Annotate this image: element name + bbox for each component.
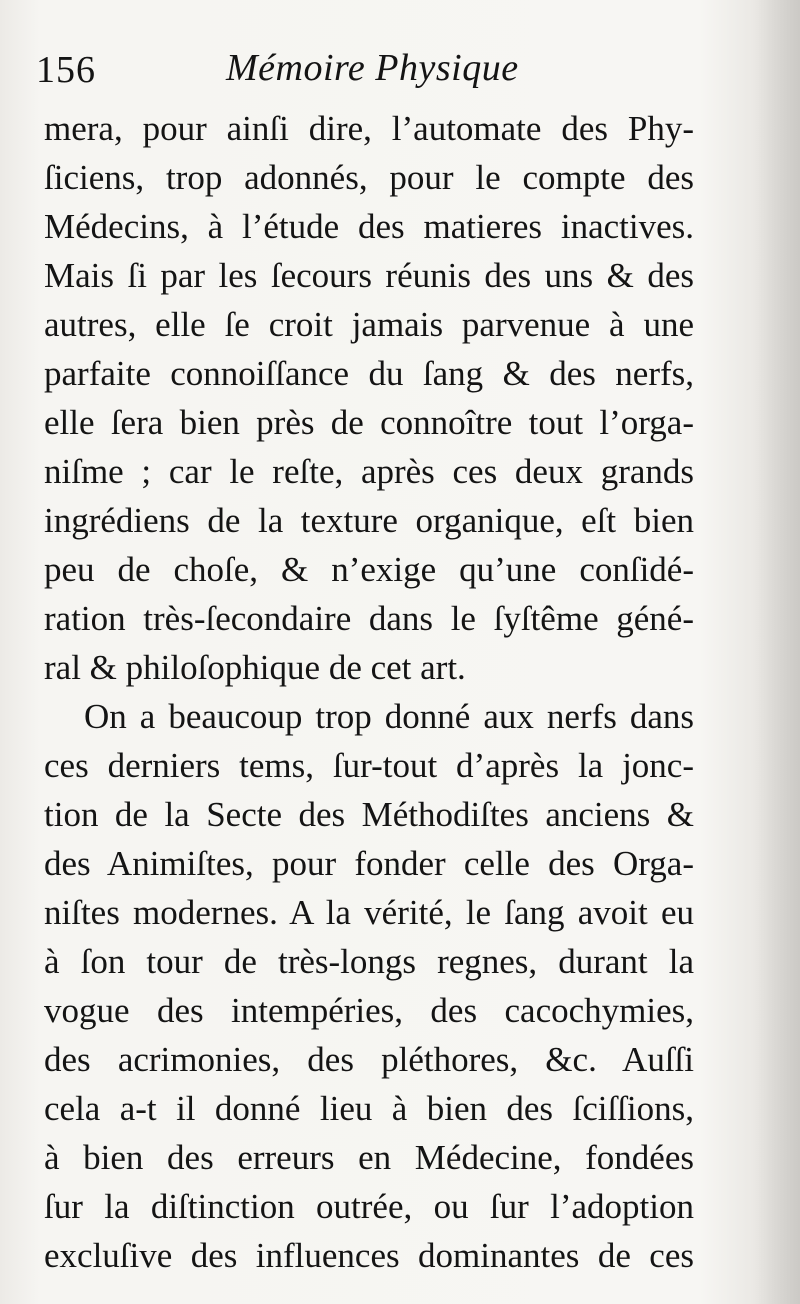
text-line: peu de choſe, & n’exige qu’une conſidé-: [44, 550, 694, 589]
text-line: Médecins, à l’étude des matieres inactives.: [44, 207, 694, 246]
text-line: niſtes modernes. A la vérité, le ſang avoit eu: [44, 893, 694, 932]
text-line: à bien des erreurs en Médecine, fondées: [44, 1138, 694, 1177]
page-header: [36, 42, 736, 102]
text-line: ſiciens, trop adonnés, pour le compte des: [44, 158, 694, 197]
text-line-paragraph-start: On a beaucoup trop donné aux nerfs dans: [84, 697, 694, 736]
text-line: Mais ſi par les ſecours réunis des uns & des: [44, 256, 694, 295]
text-line: des Animiſtes, pour fonder celle des Orga-: [44, 844, 694, 883]
text-line-paragraph-end: ral & philoſophique de cet art.: [44, 648, 466, 687]
text-line: niſme ; car le reſte, après ces deux grands: [44, 452, 694, 491]
text-line: ration très-ſecondaire dans le ſyſtême géné-: [44, 599, 694, 638]
text-line: tion de la Secte des Méthodiſtes anciens &: [44, 795, 694, 834]
page-edge-shadow: [754, 0, 800, 1304]
text-line: à ſon tour de très-longs regnes, durant la: [44, 942, 694, 981]
text-line: des acrimonies, des pléthores, &c. Auſſi: [44, 1040, 694, 1079]
text-line: ces derniers tems, ſur-tout d’après la jonc-: [44, 746, 694, 785]
text-line: excluſive des influences dominantes de ces: [44, 1236, 694, 1275]
text-line: ſur la diſtinction outrée, ou ſur l’adoption: [44, 1187, 694, 1226]
text-line: mera, pour ainſi dire, l’automate des Phy-: [44, 109, 694, 148]
text-line: parfaite connoiſſance du ſang & des nerfs,: [44, 354, 694, 393]
text-line: ingrédiens de la texture organique, eſt bien: [44, 501, 694, 540]
text-line: vogue des intempéries, des cacochymies,: [44, 991, 694, 1030]
page-number: 156: [36, 49, 96, 91]
text-line: elle ſera bien près de connoître tout l’orga-: [44, 403, 694, 442]
text-line: cela a-t il donné lieu à bien des ſciſſions,: [44, 1089, 694, 1128]
running-title: Mémoire Physique: [226, 47, 519, 89]
body-text: [44, 104, 694, 1280]
text-line: autres, elle ſe croit jamais parvenue à une: [44, 305, 694, 344]
